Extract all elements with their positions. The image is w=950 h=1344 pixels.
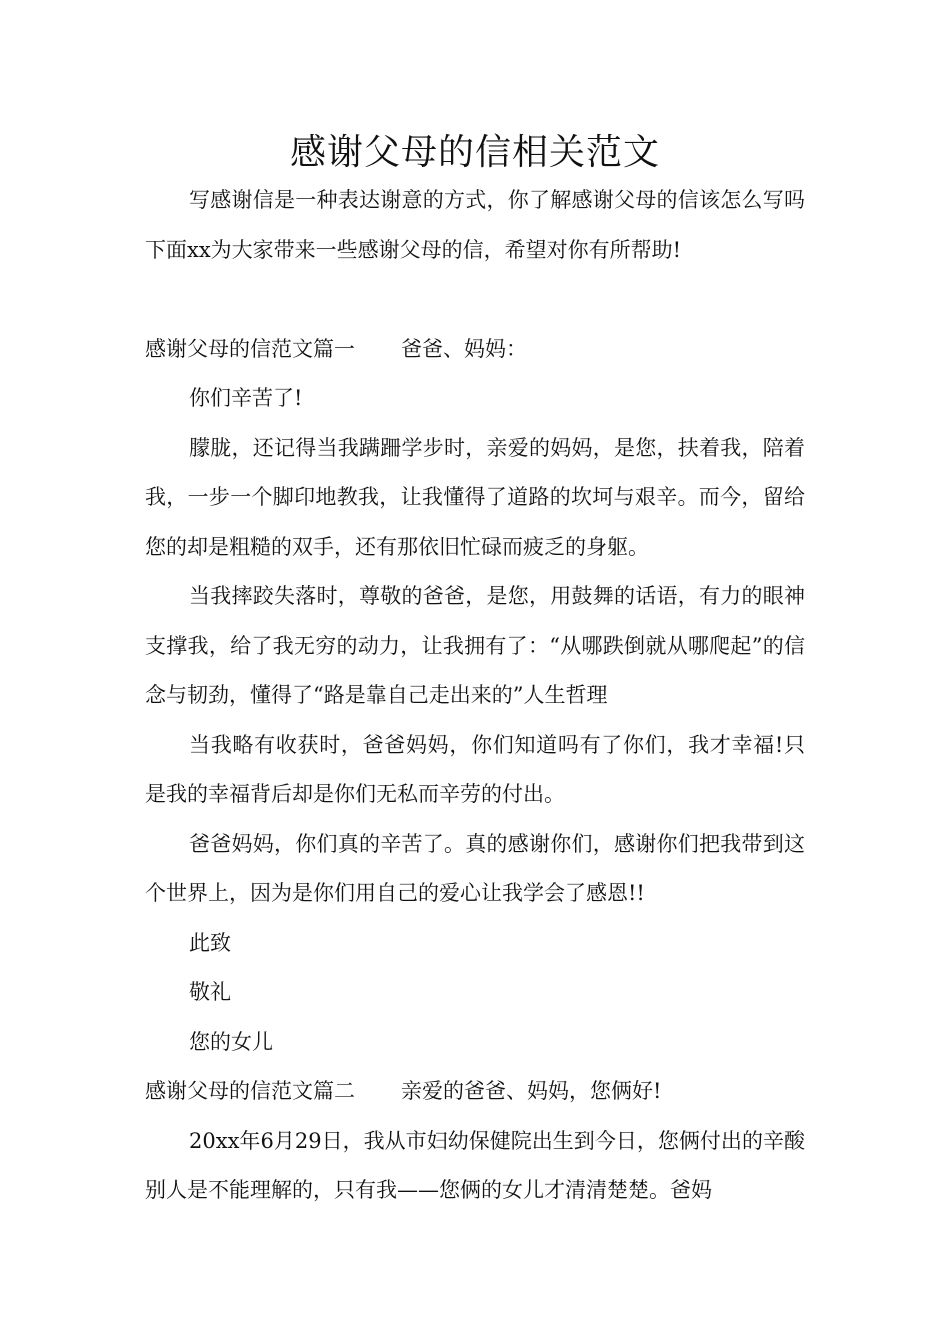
letter1-closing: 此致	[189, 930, 231, 955]
intro-paragraph: 写感谢信是一种表达谢意的方式，你了解感谢父母的信该怎么写吗下面xx为大家带来一些感谢父母的信，希望对你有所帮助!	[145, 188, 805, 262]
document-title: 感谢父母的信相关范文	[289, 132, 660, 173]
letter1-paragraph: 当我略有收获时，爸爸妈妈，你们知道吗有了你们，我才幸福!只是我的幸福背后却是你们无私而辛劳的付出。	[145, 732, 805, 806]
letter2-heading-line	[145, 1067, 805, 1117]
letter1-paragraph: 朦胧，还记得当我蹒跚学步时，亲爱的妈妈，是您，扶着我，陪着我，一步一个脚印地教我，让我懂得了道路的坎坷与艰辛。而今，留给您的却是粗糙的双手，还有那依旧忙碌而疲乏的身躯。	[145, 435, 805, 559]
letter1-paragraph: 爸爸妈妈，你们真的辛苦了。真的感谢你们，感谢你们把我带到这个世界上，因为是你们用自己的爱心让我学会了感恩!!	[145, 831, 805, 905]
letter1-salutation: 爸爸、妈妈：	[401, 336, 527, 361]
letter1-heading: 感谢父母的信范文篇一	[145, 336, 355, 361]
letter2-paragraph: 20xx年6月29日，我从市妇幼保健院出生到今日，您俩付出的辛酸别人是不能理解的，只有我——您俩的女儿才清清楚楚。爸妈	[145, 1128, 805, 1202]
letter2-heading: 感谢父母的信范文篇二	[145, 1079, 355, 1103]
document-body	[145, 176, 805, 1216]
letter1-heading-line	[145, 325, 805, 375]
letter1-signature: 您的女儿	[189, 1029, 273, 1054]
letter2-salutation: 亲爱的爸爸、妈妈，您俩好!	[401, 1079, 662, 1103]
letter1-regards: 敬礼	[189, 980, 231, 1004]
blank-line	[145, 275, 805, 325]
letter1-paragraph: 当我摔跤失落时，尊敬的爸爸，是您，用鼓舞的话语，有力的眼神支撑我，给了我无穷的动力，让我拥有了：“从哪跌倒就从哪爬起”的信念与韧劲，懂得了“路是靠自己走出来的”人生哲理	[145, 584, 805, 707]
letter1-paragraph: 你们辛苦了!	[189, 386, 303, 410]
